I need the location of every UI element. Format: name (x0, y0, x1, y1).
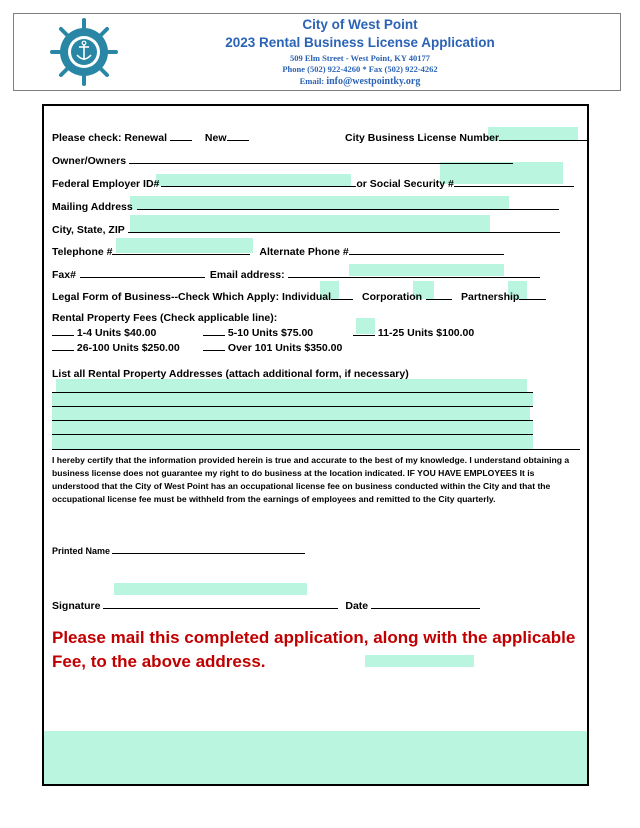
please-check-row (52, 130, 249, 144)
email-address-label: Email address: (209, 269, 285, 281)
email-address-field[interactable] (288, 267, 540, 278)
alt-phone-label: Alternate Phone # (259, 246, 349, 258)
fee-1-label: 1-4 Units $40.00 (76, 327, 157, 339)
office-use-highlight (44, 731, 587, 784)
owner-row (52, 153, 513, 167)
printed-name-field[interactable] (112, 544, 305, 554)
city-state-field[interactable] (128, 222, 560, 233)
address-line-5[interactable] (52, 449, 580, 450)
renewal-label: Please check: Renewal (52, 132, 167, 144)
fein-row (52, 176, 574, 190)
new-field[interactable] (227, 130, 249, 141)
fees-heading: Rental Property Fees (Check applicable line): (52, 312, 278, 324)
fee-option-3 (353, 325, 474, 339)
date-label: Date (345, 600, 369, 612)
fee-option-2 (203, 325, 313, 339)
city-seal-ship-wheel-icon (50, 18, 118, 86)
individual-field[interactable] (331, 289, 353, 300)
new-label: New (204, 132, 227, 144)
address-line-2-highlight[interactable] (52, 393, 533, 406)
license-number-field[interactable] (499, 130, 589, 141)
address-line-3-highlight[interactable] (52, 407, 530, 420)
license-number-row (345, 130, 589, 144)
email-label: Email: (299, 76, 325, 86)
fee-5-label: Over 101 Units $350.00 (227, 342, 343, 354)
telephone-field[interactable] (112, 244, 250, 255)
fee-option-5 (203, 340, 342, 354)
legal-form-label: Legal Form of Business--Check Which Apply: Individual (52, 291, 332, 303)
owner-label: Owner/Owners (52, 155, 127, 167)
address-line-4[interactable] (52, 434, 533, 435)
fee-4-label: 26-100 Units $250.00 (76, 342, 180, 354)
signature-highlight[interactable] (114, 583, 307, 595)
fee-2-field[interactable] (203, 325, 225, 336)
certification-text: I hereby certify that the information provided herein is true and accurate to the best of my knowledge. I understand obtaining a business license does not guarantee my right to do business at the location indicated. IF YOU HAVE EMPLOYEES It is understood that the City of West Point has an occupational license fee on business conducted within the City and that the occupational license fee must be withheld from the earnings of employees and remitted to the City quarterly. (52, 455, 570, 504)
fax-label: Fax# (52, 269, 76, 281)
signature-label: Signature (52, 600, 101, 612)
fee-5-field[interactable] (203, 340, 225, 351)
legal-form-row (52, 289, 546, 303)
date-field[interactable] (371, 598, 480, 609)
partnership-field[interactable] (519, 289, 546, 300)
renewal-field[interactable] (170, 130, 192, 141)
printed-name-row (52, 544, 305, 556)
address-line-3[interactable] (52, 420, 533, 421)
printed-name-label: Printed Name (52, 546, 111, 556)
email-link[interactable]: info@westpointky.org (326, 76, 421, 87)
corporation-label: Corporation (361, 291, 423, 303)
fee-option-4 (52, 340, 180, 354)
mailing-field[interactable] (137, 199, 559, 210)
fee-2-label: 5-10 Units $75.00 (227, 327, 314, 339)
fee-option-1 (52, 325, 156, 339)
form-title: 2023 Rental Business License Application (225, 35, 495, 50)
fax-row (52, 267, 540, 281)
fee-3-field[interactable] (353, 325, 375, 336)
owner-field[interactable] (129, 153, 513, 164)
mailing-row (52, 199, 559, 213)
signature-row (52, 598, 480, 612)
telephone-label: Telephone # (52, 246, 113, 258)
signature-field[interactable] (103, 598, 338, 609)
address-line-1-highlight[interactable] (56, 379, 527, 392)
city-state-row (52, 222, 560, 236)
address-line-2[interactable] (52, 406, 533, 407)
city-phone-fax: Phone (502) 922-4260 * Fax (502) 922-4262 (282, 64, 438, 74)
fein-field[interactable] (161, 176, 356, 187)
partnership-label: Partnership (460, 291, 520, 303)
mail-notice: Please mail this completed application, along with the applicable Fee, to the above address. (52, 628, 576, 671)
ssn-field[interactable] (454, 176, 574, 187)
telephone-row (52, 244, 504, 258)
city-state-label: City, State, ZIP (52, 224, 125, 236)
fax-field[interactable] (80, 267, 205, 278)
fee-3-label: 11-25 Units $100.00 (377, 327, 475, 339)
city-email-row (150, 76, 570, 87)
mailing-label: Mailing Address (52, 201, 133, 213)
fee-4-field[interactable] (52, 340, 74, 351)
corporation-field[interactable] (426, 289, 452, 300)
fee-1-field[interactable] (52, 325, 74, 336)
license-number-label: City Business License Number (345, 132, 500, 144)
city-address: 509 Elm Street - West Point, KY 40177 (289, 53, 431, 63)
address-line-1[interactable] (52, 392, 533, 393)
alt-phone-field[interactable] (349, 244, 504, 255)
ssn-label: or Social Security # (356, 178, 454, 190)
city-name: City of West Point (302, 17, 418, 32)
fein-label: Federal Employer ID# (52, 178, 160, 190)
address-line-4-highlight[interactable] (52, 421, 533, 434)
address-line-5-highlight[interactable] (52, 435, 533, 449)
addresses-heading: List all Rental Property Addresses (attach additional form, if necessary) (52, 368, 409, 380)
